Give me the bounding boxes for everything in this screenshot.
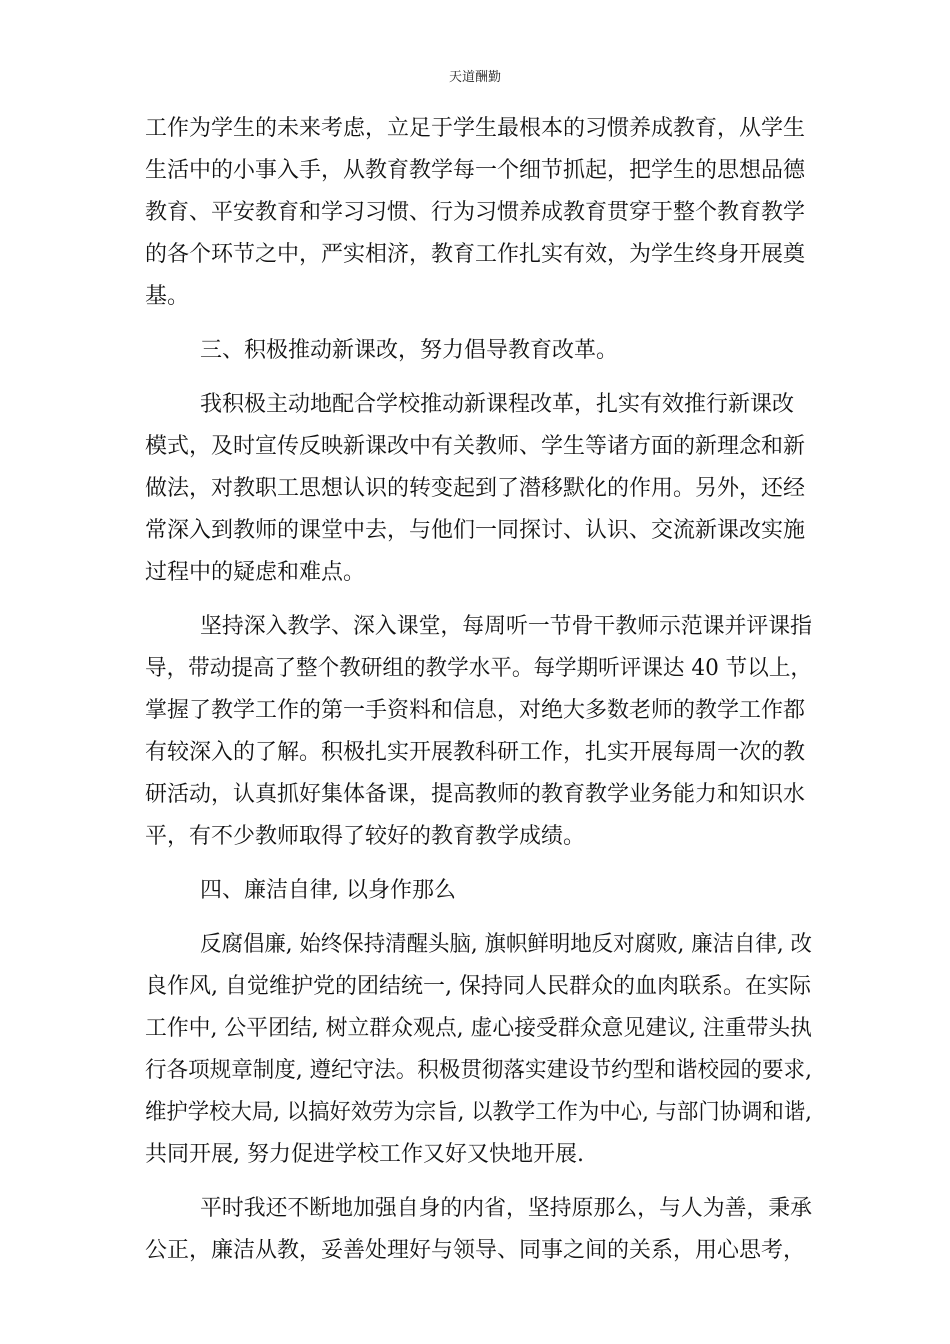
body-line: 导，带动提高了整个教研组的教学水平。每学期听评课达 40 节以上， — [145, 656, 812, 681]
body-line: 有较深入的了解。积极扎实开展教科研工作，扎实开展每周一次的教 — [145, 740, 806, 765]
body-line: 工作为学生的未来考虑，立足于学生最根本的习惯养成教育，从学生 — [145, 116, 806, 141]
body-line: 模式，及时宣传反映新课改中有关教师、学生等诸方面的新理念和新 — [145, 434, 806, 459]
body-line: 工作中, 公平团结, 树立群众观点, 虚心接受群众意见建议, 注重带头执 — [145, 1016, 812, 1041]
body-line: 的各个环节之中，严实相济，教育工作扎实有效，为学生终身开展奠 — [145, 242, 806, 267]
body-line: 基。 — [145, 284, 190, 309]
body-line: 常深入到教师的课堂中去，与他们一同探讨、认识、交流新课改实施 — [145, 518, 806, 543]
body-line: 公正，廉洁从教，妥善处理好与领导、同事之间的关系，用心思考， — [145, 1238, 806, 1263]
body-line: 平时我还不断地加强自身的内省，坚持原那么，与人为善，秉承 — [200, 1196, 813, 1221]
body-line: 维护学校大局, 以搞好效劳为宗旨, 以教学工作为中心, 与部门协调和谐, — [145, 1100, 812, 1125]
body-line: 反腐倡廉, 始终保持清醒头脑, 旗帜鲜明地反对腐败, 廉洁自律, 改 — [200, 932, 812, 957]
body-line: 平，有不少教师取得了较好的教育教学成绩。 — [145, 824, 586, 849]
body-line: 我积极主动地配合学校推动新课程改革，扎实有效推行新课改 — [200, 392, 795, 417]
section-heading: 四、廉洁自律, 以身作那么 — [200, 878, 456, 903]
body-line: 良作风, 自觉维护党的团结统一, 保持同人民群众的血肉联系。在实际 — [145, 974, 811, 999]
body-line: 做法，对教职工思想认识的转变起到了潜移默化的作用。另外，还经 — [145, 476, 806, 501]
body-line: 过程中的疑虑和难点。 — [145, 560, 366, 585]
body-line: 生活中的小事入手，从教育教学每一个细节抓起，把学生的思想品德 — [145, 158, 806, 183]
body-line: 研活动，认真抓好集体备课，提高教师的教育教学业务能力和知识水 — [145, 782, 806, 807]
body-line: 行各项规章制度, 遵纪守法。积极贯彻落实建设节约型和谐校园的要求, — [145, 1058, 812, 1083]
body-line: 坚持深入教学、深入课堂，每周听一节骨干教师示范课并评课指 — [200, 614, 813, 639]
page-header: 天道酬勤 — [448, 70, 501, 85]
body-line: 共同开展, 努力促进学校工作又好又快地开展. — [145, 1142, 584, 1167]
section-heading: 三、积极推动新课改，努力倡导教育改革。 — [200, 338, 619, 363]
body-line: 掌握了教学工作的第一手资料和信息，对绝大多数老师的教学工作都 — [145, 698, 806, 723]
body-line: 教育、平安教育和学习习惯、行为习惯养成教育贯穿于整个教育教学 — [145, 200, 806, 225]
